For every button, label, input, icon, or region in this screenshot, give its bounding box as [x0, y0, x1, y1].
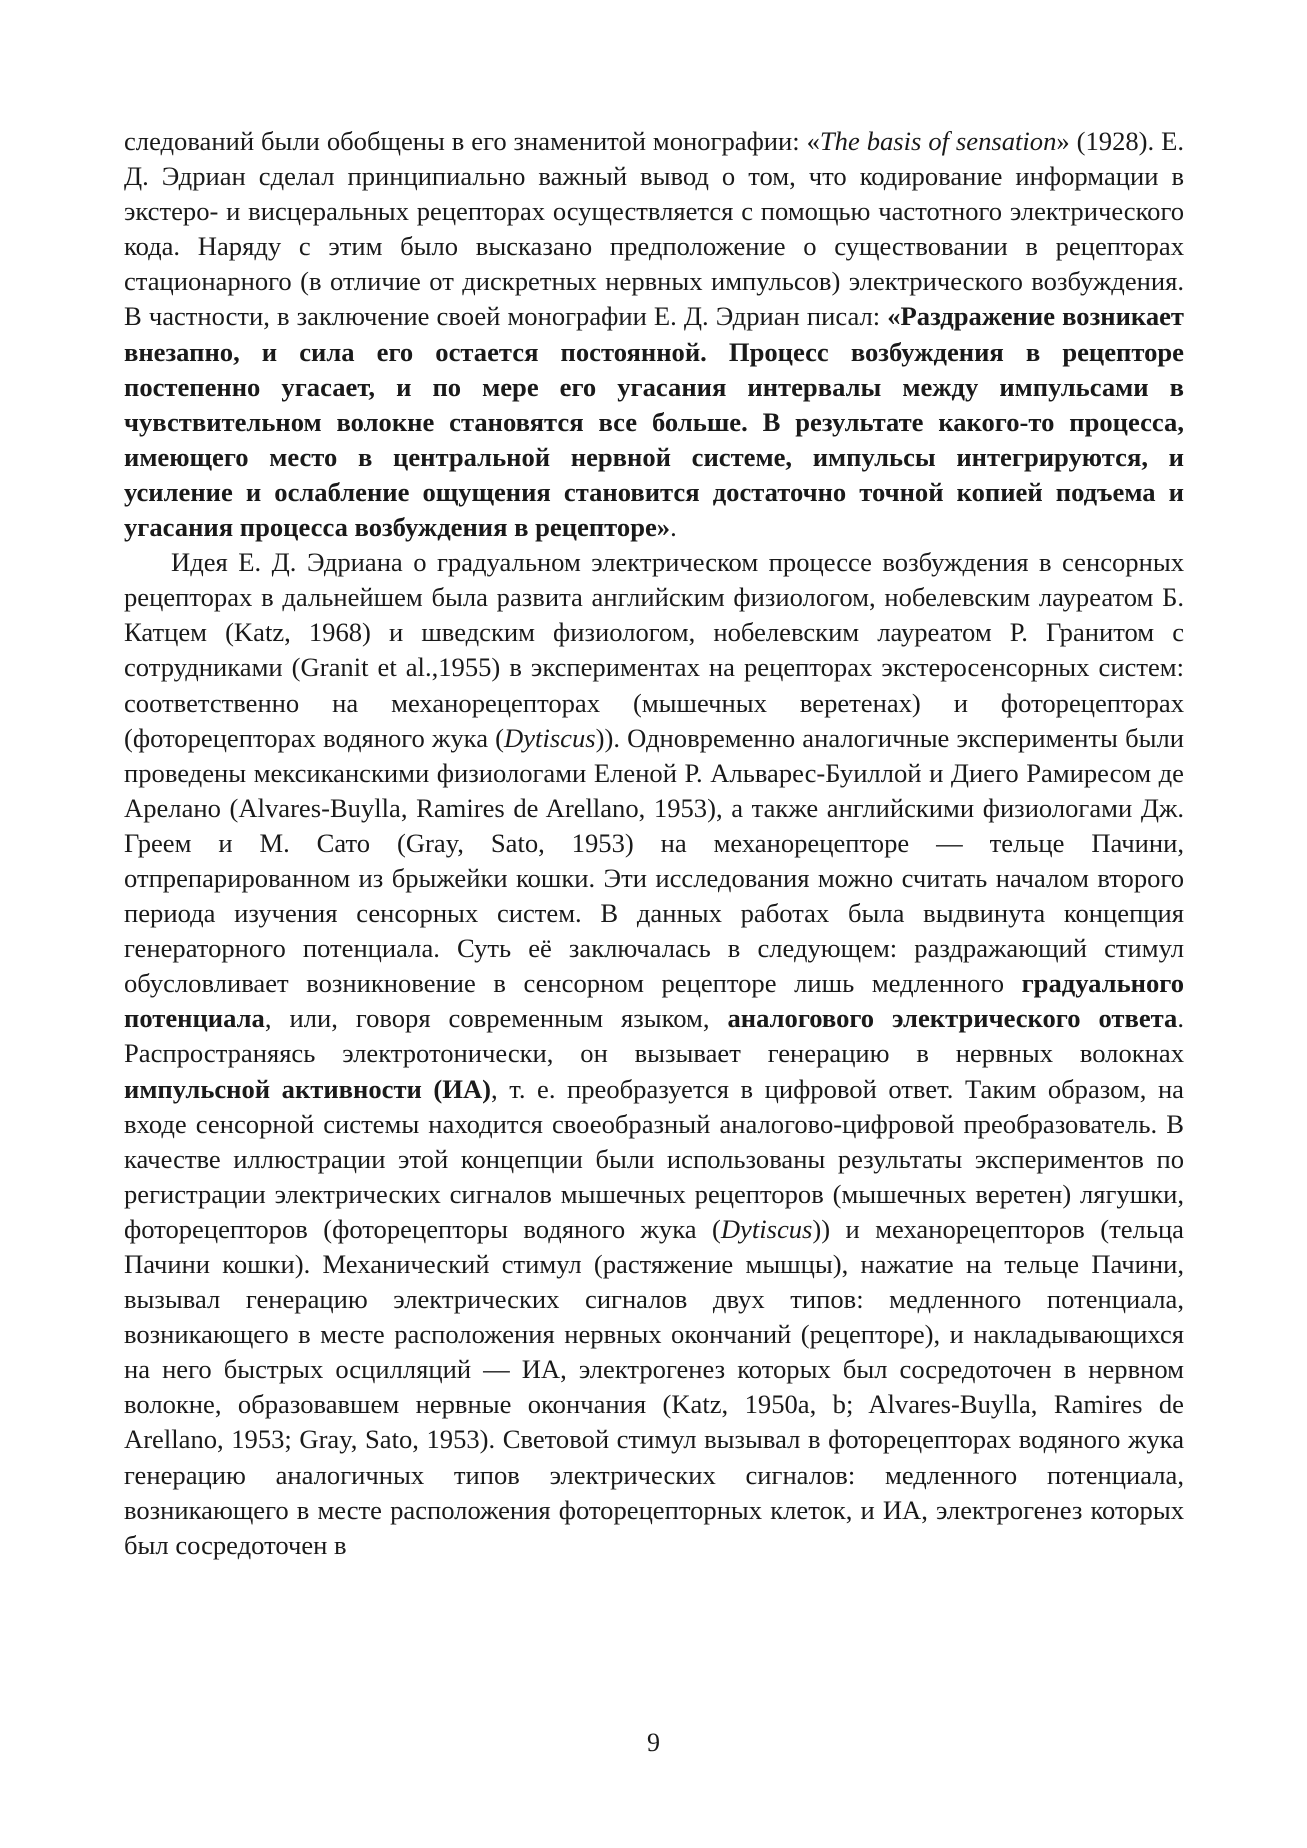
species-name: Dytiscus — [504, 722, 596, 753]
paragraph-1 — [124, 124, 1184, 545]
text-run: следований были обобщены в его знаменитой монографии: « — [124, 126, 820, 156]
bold-quote: «Раздражение возникает внезапно, и сила его остается постоянной. Процесс возбуждения в рецепторе постепенно угасает, и по мере его угасания интервалы между импульсами в чувствительном волокне становятся все больше. В результате какого-то процесса, имеющего место в центральной нервной системе, импульсы интегрируются, и усиление и ослабление ощущения становится достаточно точной копией подъема и угасания процесса возбуждения в рецепторе» — [124, 301, 1184, 543]
text-run: » (1928). Е. Д. Эдриан сделал принципиально важный вывод о том, что кодирование информации в экстеро- и висцеральных рецепторах осуществляется с помощью частотного электрического кода. Наряду с этим было высказано предположение о существовании в рецепторах стационарного (в отличие от дискретных нервных импульсов) электрического возбуждения. В частности, в заключение своей монографии Е. Д. Эдриан писал: — [124, 126, 1185, 332]
text-run: . — [670, 512, 677, 543]
text-run: , т. е. преобразуется в цифровой ответ. Таким образом, на входе сенсорной системы находится своеобразный аналогово-цифровой преобразователь. В качестве иллюстрации этой концепции были использованы результаты экспериментов по регистрации электрических сигналов мышечных рецепторов (мышечных веретен) лягушки, фоторецепторов (фоторецепторы водяного жука ( — [124, 1073, 1184, 1244]
text-run: )). Одновременно аналогичные эксперименты были проведены мексиканскими физиологами Еленой Р. Альварес-Буиллой и Диего Рамиресом де Арелано (Alvares-Buylla, Ramires de Arellano, 1953), а также английскими физиологами Дж. Греем и М. Сато (Gray, Sato, 1953) на механорецепторе — тельце Пачини, отпрепарированном из брыжейки кошки. Эти исследования можно считать началом второго периода изучения сенсорных систем. В данных работах была выдвинута концепция генераторного потенциала. Суть её заключалась в следующем: раздражающий стимул обусловливает возникновение в сенсорном рецепторе лишь медленного — [124, 722, 1184, 999]
paragraph-2 — [124, 545, 1184, 1563]
text-run: , или, говоря современным языком, — [264, 1003, 728, 1034]
text-run: . Распространяясь электротонически, он вызывает генерацию в нервных волокнах — [124, 1003, 1184, 1069]
text-run: )) и механорецепторов (тельца Пачини кошки). Механический стимул (растяжение мышцы), нажатие на тельце Пачини, вызывал генерацию электрических сигналов двух типов: медленного потенциала, возникающего в месте расположения нервных окончаний (рецепторе), и накладывающихся на него быстрых осцилляций — ИА, электрогенез которых был сосредоточен в нервном волокне, образовавшем нервные окончания (Katz, 1950a, b; Alvares-Buylla, Ramires de Arellano, 1953; Gray, Sato, 1953). Световой стимул вызывал в фоторецепторах водяного жука генерацию аналогичных типов электрических сигналов: медленного потенциала, возникающего в месте расположения фоторецепторных клеток, и ИА, электрогенез которых был сосредоточен в — [124, 1213, 1184, 1560]
monograph-title: The basis of sensation — [819, 126, 1057, 156]
text-run: Идея Е. Д. Эдриана о градуальном электрическом процессе возбуждения в сенсорных рецепторах в дальнейшем была развита английским физиологом, нобелевским лауреатом Б. Катцем (Katz, 1968) и шведским физиологом, нобелевским лауреатом Р. Гранитом с сотрудниками (Granit et al.,1955) в экспериментах на рецепторах экстеросенсорных систем: соответственно на механорецепторах (мышечных веретенах) и фоторецепторах (фоторецепторах водяного жука ( — [124, 547, 1184, 753]
bold-term: аналогового электрического ответа — [727, 1003, 1178, 1034]
body-text — [124, 124, 1184, 1563]
bold-term: импульсной активности (ИА) — [124, 1073, 491, 1104]
bold-term: градуального потенциала — [124, 968, 1184, 1034]
species-name: Dytiscus — [720, 1213, 813, 1244]
page-number: 9 — [647, 1728, 660, 1757]
